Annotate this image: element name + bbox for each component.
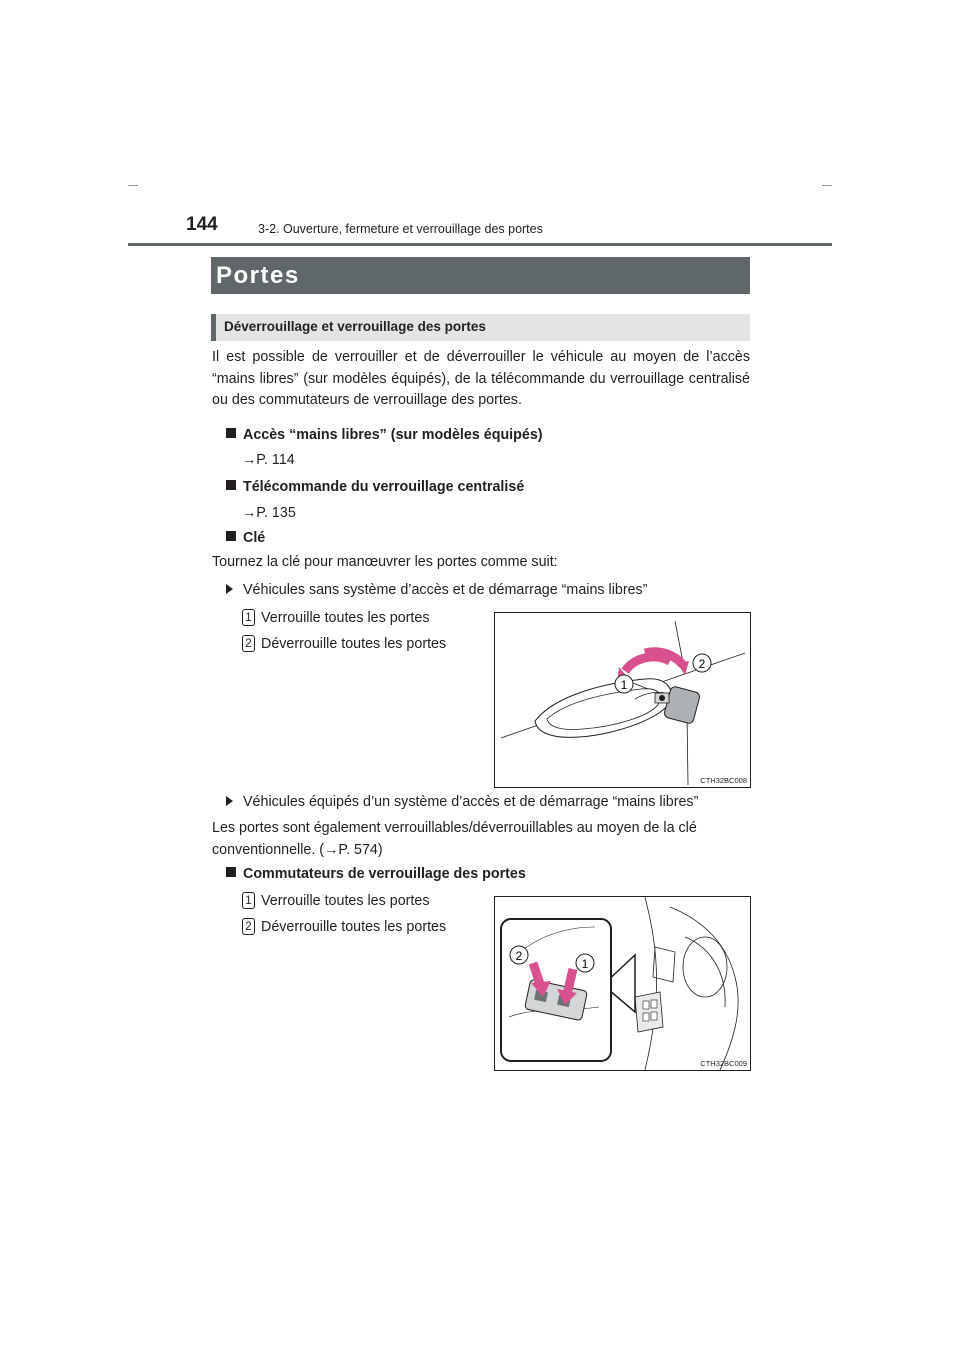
intro-paragraph: Il est possible de verrouiller et de déverrouiller le véhicule au moyen de l’accès “mains libres” (sur modèles équipés), de la télécommande du verrouillage centralisé ou des commutateurs de verrouillage des portes. <box>212 349 750 408</box>
key-case-1: Véhicules sans système d’accès et de démarrage “mains libres” <box>226 582 647 598</box>
figure-callout-2: 2 <box>515 949 523 963</box>
running-head: 3-2. Ouverture, fermeture et verrouillage des portes <box>258 222 543 236</box>
heading-remote: Télécommande du verrouillage centralisé <box>226 479 524 495</box>
figure-callout-2: 2 <box>698 657 706 671</box>
key-item-2: 2 Déverrouille toutes les portes <box>242 635 482 655</box>
figure-code: CTH32BC008 <box>700 776 747 785</box>
figure-code: CTH32BC009 <box>700 1059 747 1068</box>
arrow-icon: → <box>242 505 257 521</box>
callout-badge: 2 <box>242 635 255 652</box>
heading-key: Clé <box>226 530 265 546</box>
heading-access: Accès “mains libres” (sur modèles équipés) <box>226 427 543 443</box>
figure-door-lock-switches <box>494 896 751 1071</box>
page-title-bar <box>211 257 750 294</box>
key-text: Tournez la clé pour manœuvrer les portes comme suit: <box>212 554 558 570</box>
key-case-2: Véhicules équipés d’un système d’accès et de démarrage “mains libres” <box>226 794 698 810</box>
switch-item-1: 1 Verrouille toutes les portes <box>242 892 482 912</box>
crop-mark-right <box>822 185 832 186</box>
header-rule <box>128 243 832 246</box>
arrow-icon: → <box>242 452 257 468</box>
ref-access[interactable]: →P. 114 <box>242 452 295 468</box>
heading-switches: Commutateurs de verrouillage des portes <box>226 866 526 882</box>
triangle-bullet-icon <box>226 796 233 806</box>
callout-badge: 1 <box>242 892 255 909</box>
ref-remote[interactable]: →P. 135 <box>242 505 296 521</box>
ref-conventional-key[interactable]: P. 574 <box>338 841 378 858</box>
figure-callout-1: 1 <box>581 957 589 971</box>
key-item-1: 1 Verrouille toutes les portes <box>242 609 482 629</box>
square-bullet-icon <box>226 531 236 541</box>
key-note: Les portes sont également verrouillables/déverrouillables au moyen de la clé conventionnelle. (→P. 574) <box>212 820 697 858</box>
crop-mark-left <box>128 185 138 186</box>
switch-item-2: 2 Déverrouille toutes les portes <box>242 918 482 938</box>
square-bullet-icon <box>226 867 236 877</box>
square-bullet-icon <box>226 428 236 438</box>
triangle-bullet-icon <box>226 584 233 594</box>
section-accent <box>211 314 216 341</box>
page-number: 144 <box>186 214 218 235</box>
section-title: Déverrouillage et verrouillage des portes <box>224 319 486 334</box>
square-bullet-icon <box>226 480 236 490</box>
page-title: Portes <box>216 262 300 289</box>
figure-key-door-handle <box>494 612 751 788</box>
callout-badge: 1 <box>242 609 255 626</box>
section-title-bar <box>211 314 750 341</box>
callout-badge: 2 <box>242 918 255 935</box>
arrow-icon: → <box>324 841 339 858</box>
figure-callout-1: 1 <box>620 678 628 692</box>
